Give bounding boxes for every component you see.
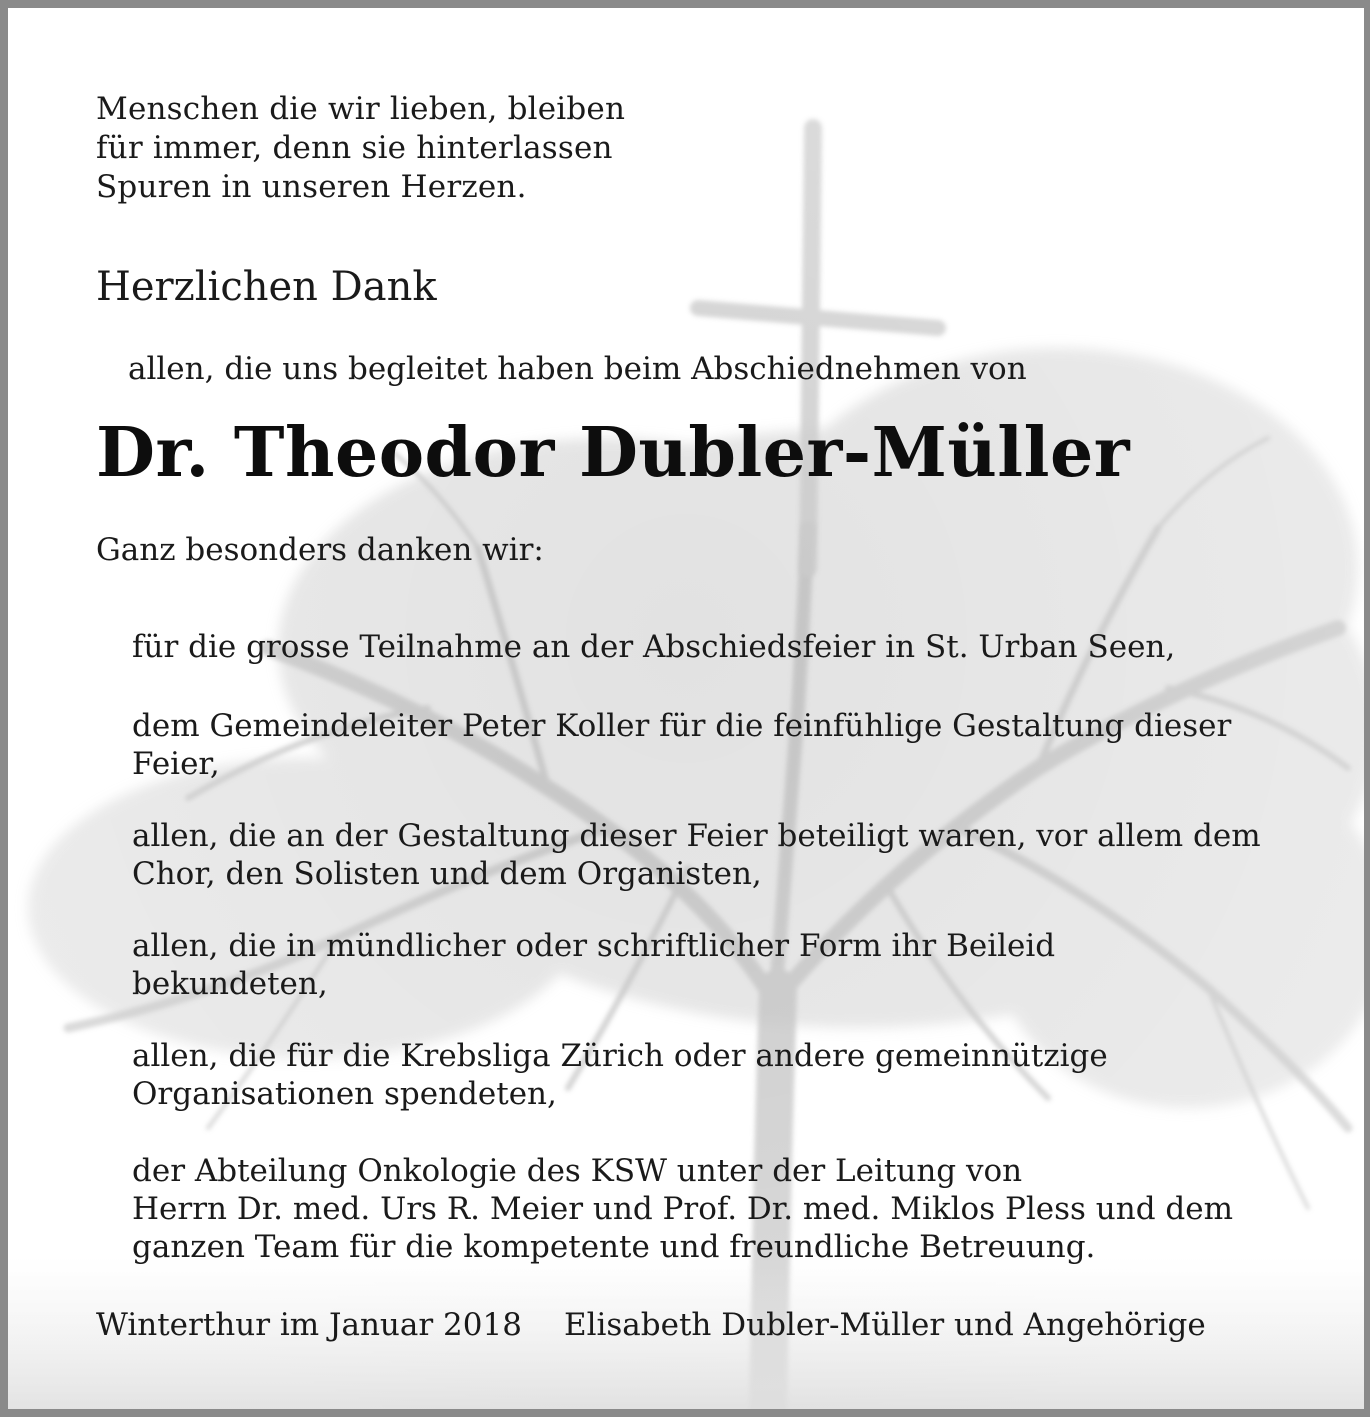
thanks-item-donations (132, 1037, 1108, 1113)
thanks-item-line: allen, die für die Krebsliga Zürich oder andere gemeinnützige (132, 1038, 1108, 1074)
special-thanks-heading: Ganz besonders danken wir: (96, 532, 544, 568)
thanks-item-condolences (132, 927, 1055, 1003)
thanks-item-line: allen, die in mündlicher oder schriftlicher Form ihr Beileid (132, 928, 1056, 964)
thanks-item-ceremony-participants (132, 817, 1261, 893)
poem-line: für immer, denn sie hinterlassen (96, 130, 613, 166)
deceased-name: Dr. Theodor Dubler-Müller (96, 413, 1131, 493)
poem-line: Spuren in unseren Herzen. (96, 169, 527, 205)
intro-line: allen, die uns begleitet haben beim Abschiednehmen von (128, 351, 1027, 387)
footer (96, 1305, 1206, 1345)
thanks-item-line: Feier, (132, 746, 220, 782)
poem-line: Menschen die wir lieben, bleiben (96, 91, 626, 127)
signature: Elisabeth Dubler-Müller und Angehörige (563, 1307, 1206, 1343)
thanks-item-line: Chor, den Solisten und dem Organisten, (132, 856, 762, 892)
thanks-item-line: dem Gemeindeleiter Peter Koller für die feinfühlige Gestaltung dieser (132, 708, 1232, 744)
thanks-item-community-leader (132, 707, 1231, 783)
thanks-item-line: Organisationen spendeten, (132, 1076, 557, 1112)
thanks-item-line: ganzen Team für die kompetente und freundliche Betreuung. (132, 1229, 1096, 1265)
thanks-item-line: für die grosse Teilnahme an der Abschiedsfeier in St. Urban Seen, (132, 629, 1176, 665)
notice-content (8, 8, 1364, 1409)
thanks-item-line: allen, die an der Gestaltung dieser Feier beteiligt waren, vor allem dem (132, 818, 1261, 854)
thanks-item-line: bekundeten, (132, 966, 328, 1002)
thanks-item-line: der Abteilung Onkologie des KSW unter der Leitung von (132, 1153, 1023, 1189)
thanks-heading: Herzlichen Dank (96, 264, 437, 310)
place-date: Winterthur im Januar 2018 (96, 1307, 522, 1343)
thanks-item-line: Herrn Dr. med. Urs R. Meier und Prof. Dr. med. Miklos Pless und dem (132, 1191, 1233, 1227)
thanks-item-ceremony (132, 628, 1175, 666)
memorial-poem (96, 90, 625, 207)
thanks-item-oncology (132, 1152, 1233, 1266)
